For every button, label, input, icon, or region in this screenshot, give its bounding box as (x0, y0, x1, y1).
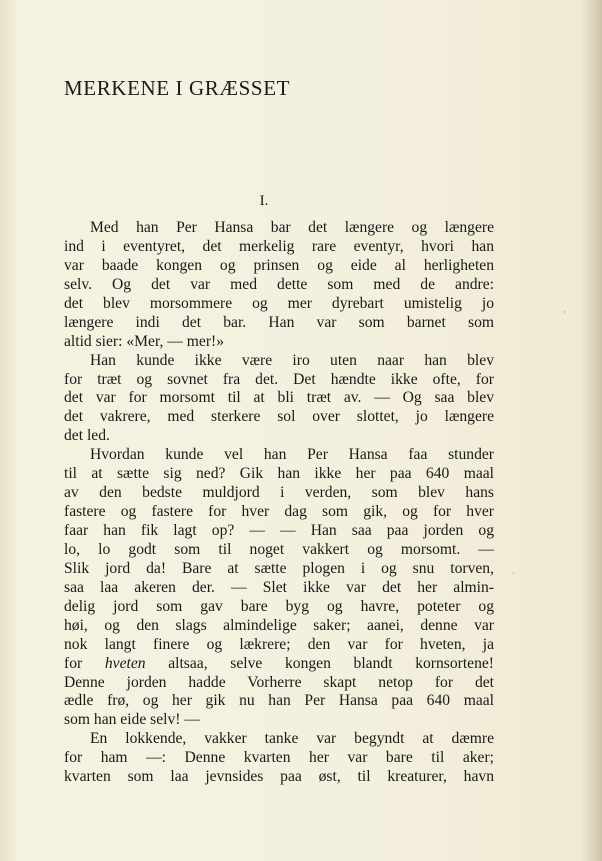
text-line: lo, lo godt som til noget vakkert og morsomt. — (64, 540, 494, 558)
text-line: til at sætte sig ned? Gik han ikke her paa 640 maal (64, 465, 494, 483)
text-line: for træt og sovnet fra det. Det hændte ikke ofte, for (64, 370, 494, 388)
text-line: det var for morsomt til at bli træt av. — Og saa blev (64, 389, 494, 407)
text-line: En lokkende, vakker tanke var begyndt at dæmre (90, 730, 494, 748)
page-right-edge (580, 0, 602, 861)
text-line: Denne jorden hadde Vorherre skapt netop for det (64, 673, 494, 691)
text-line: som han eide selv! — (64, 711, 200, 729)
text-line: nok langt finere og lækrere; den var for hveten, ja (64, 635, 494, 653)
text-line: fastere og fastere for hver dag som gik, og for hver (64, 503, 494, 521)
text-line: saa laa akeren der. — Slet ikke var det her almin- (64, 578, 494, 596)
text-line: Med han Per Hansa bar det længere og længere (90, 219, 494, 236)
margin-speck: ' (564, 310, 566, 321)
text-line: selv. Og det var med dette som med de andre: (64, 275, 494, 293)
text-line: altid sier: «Mer, — mer!» (64, 332, 225, 350)
text-line: for ham —: Denne kvarten her var bare til aker; (64, 749, 494, 767)
text-line: faar han fik lagt op? — — Han saa paa jorden og (64, 522, 494, 539)
text-line: Han kunde ikke være iro uten naar han blev (90, 351, 494, 369)
text-line: det blev morsommere og mer dyrebart umistelig jo (64, 294, 494, 312)
text-line: det led. (64, 427, 110, 445)
text-line: delig jord som gav bare byg og havre, poteter og (64, 597, 494, 615)
body-text (64, 219, 494, 787)
margin-speck: . (512, 566, 515, 577)
text-line: av den bedste muldjord i verden, som blev hans (64, 484, 494, 502)
text-line: kvarten som laa jevnsides paa øst, til kreaturer, havn (64, 768, 494, 786)
text-line: Slik jord da! Bare at sætte plogen i og snu torven, (64, 559, 494, 577)
text-line: for hveten altsaa, selve kongen blandt kornsortene! (64, 654, 494, 672)
text-line: det vakrere, med sterkere sol over slottet, jo længere (64, 408, 494, 426)
text-line: længere indi det bar. Han var som barnet som (64, 313, 494, 331)
text-line: var baade kongen og prinsen og eide al herligheten (64, 256, 494, 274)
page-left-edge (0, 0, 16, 861)
section-number: I. (259, 193, 269, 209)
text-line: Hvordan kunde vel han Per Hansa faa stunder (90, 446, 494, 464)
chapter-title: MERKENE I GRÆSSET (64, 76, 291, 100)
text-line: ind i eventyret, det merkelig rare eventyr, hvori han (64, 237, 494, 255)
text-line: høi, og den slags almindelige saker; aanei, denne var (64, 616, 494, 634)
text-line: ædle frø, og her gik nu han Per Hansa paa 640 maal (64, 692, 494, 710)
